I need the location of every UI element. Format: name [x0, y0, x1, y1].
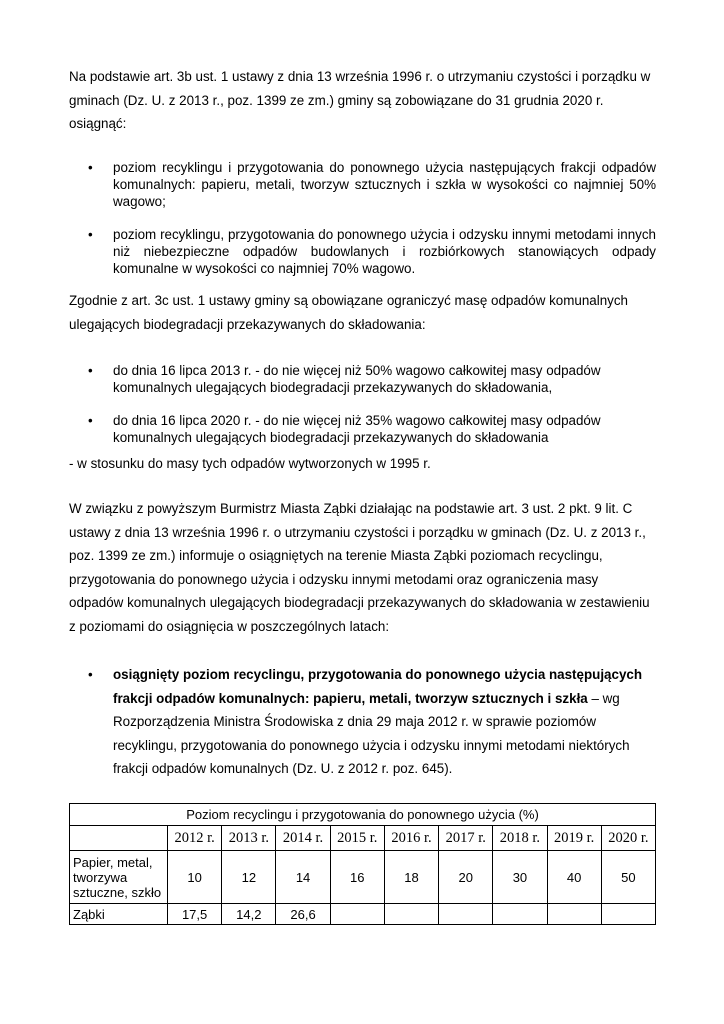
achieved-list: [69, 663, 656, 781]
table-row: [70, 851, 656, 904]
target-item-construction: • poziom recyklingu, przygotowania do ponownego użycia i odzysku innymi metodami innych niż niebezpieczne odpadów budowlanych i rozbiórkowych stanowiących odpady komunalne w wysokości co najmniej 70% wagowo.: [69, 226, 656, 277]
table-cell: 16: [330, 851, 384, 904]
art3c-line-1: Zgodnie z art. 3c ust. 1 ustawy gminy są obowiązane ograniczyć masę odpadów komunalnych: [69, 293, 628, 308]
table-caption: Poziom recyclingu i przygotowania do ponownego użycia (%): [70, 804, 656, 826]
burmistrz-line-5: odpadów komunalnych ulegających biodegradacji przekazywanych do składowania w zestawieniu: [69, 595, 650, 610]
intro-line-3: osiągnąć:: [69, 116, 127, 131]
year-header: 2017 r.: [439, 826, 493, 851]
achieved-heading-line-2: frakcji odpadów komunalnych: papieru, metali, tworzyw sztucznych i szkła: [113, 690, 588, 706]
year-header: 2020 r.: [601, 826, 655, 851]
year-header: 2014 r.: [276, 826, 330, 851]
achieved-line-3: Rozporządzenia Ministra Środowiska z dnia 29 maja 2012 r. w sprawie poziomów: [113, 714, 597, 729]
year-header: 2016 r.: [384, 826, 438, 851]
table-cell: 18: [384, 851, 438, 904]
landfill-limit-2020: [69, 412, 656, 446]
table-cell: 10: [168, 851, 222, 904]
achieved-item: [69, 663, 656, 781]
burmistrz-line-3: poz. 1399 ze zm.) informuje o osiągniętych na terenie Miasta Ząbki poziomach recyclingu,: [69, 548, 603, 563]
landfill-limit-2020-line-1: do dnia 16 lipca 2020 r. - do nie więcej niż 35% wagowo całkowitej masy odpadów: [113, 413, 601, 428]
burmistrz-line-2: ustawy z dnia 13 września 1996 r. o utrzymaniu czystości i porządku w gminach (Dz. U. z 2013 r.,: [69, 524, 646, 540]
table-cell: 50: [601, 851, 655, 904]
landfill-limit-2013-line-1: do dnia 16 lipca 2013 r. - do nie więcej niż 50% wagowo całkowitej masy odpadów: [113, 363, 601, 378]
intro-paragraph: [69, 65, 656, 136]
row-label: Papier, metal, tworzywa sztuczne, szkło: [70, 851, 168, 904]
table-cell: 26,6: [276, 904, 330, 925]
table-cell: 14,2: [222, 904, 276, 925]
table-cell: [493, 904, 547, 925]
achieved-heading-line-1: osiągnięty poziom recyclingu, przygotowania do ponownego użycia następujących: [113, 667, 643, 682]
landfill-limits-list: [69, 362, 656, 446]
burmistrz-line-4: przygotowania do ponownego użycia i odzysku innymi metodami oraz ograniczenia masy: [69, 571, 599, 587]
table-corner-cell: [70, 826, 168, 851]
target-item-recycling: • poziom recyklingu i przygotowania do ponownego użycia następujących frakcji odpadów komunalnych: papieru, metali, tworzyw sztucznych i szkła w wysokości co najmniej 50% wagowo;: [69, 159, 656, 210]
table-caption-row: [70, 804, 656, 826]
achieved-line-5: frakcji odpadów komunalnych (Dz. U. z 2012 r. poz. 645).: [113, 761, 453, 776]
table-cell: [384, 904, 438, 925]
table-cell: 30: [493, 851, 547, 904]
burmistrz-paragraph: [69, 497, 669, 638]
ref-1995-line: - w stosunku do masy tych odpadów wytworzonych w 1995 r.: [69, 456, 431, 471]
targets-2020-list: [69, 159, 656, 277]
landfill-limit-2020-line-2: komunalnych ulegających biodegradacji przekazywanych do składowania: [113, 430, 549, 445]
table-row: [70, 904, 656, 925]
year-header: 2019 r.: [547, 826, 601, 851]
year-header: 2012 r.: [168, 826, 222, 851]
year-header: 2015 r.: [330, 826, 384, 851]
table-years-row: [70, 826, 656, 851]
row-label: Ząbki: [70, 904, 168, 925]
table-cell: [601, 904, 655, 925]
table-cell: 14: [276, 851, 330, 904]
table-cell: 40: [547, 851, 601, 904]
intro-line-1: Na podstawie art. 3b ust. 1 ustawy z dnia 13 września 1996 r. o utrzymaniu czystości i porządku w: [69, 69, 651, 84]
art3c-line-2: ulegających biodegradacji przekazywanych do składowania:: [69, 316, 426, 332]
year-header: 2013 r.: [222, 826, 276, 851]
burmistrz-line-1: W związku z powyższym Burmistrz Miasta Ząbki działając na podstawie art. 3 ust. 2 pkt. 9 lit. C: [69, 501, 633, 516]
achieved-line-4: recyklingu, przygotowania do ponownego użycia i odzysku innymi metodami niektórych: [113, 737, 630, 753]
landfill-limit-2013: [69, 362, 656, 396]
table-cell: 12: [222, 851, 276, 904]
landfill-limit-2013-line-2: komunalnych ulegających biodegradacji przekazywanych do składowania,: [113, 380, 553, 395]
recycling-levels-table: [69, 803, 656, 925]
table-cell: [330, 904, 384, 925]
year-header: 2018 r.: [493, 826, 547, 851]
table-cell: [547, 904, 601, 925]
achieved-wg: – wg: [587, 690, 620, 706]
table-cell: [439, 904, 493, 925]
table-cell: 17,5: [168, 904, 222, 925]
art3c-paragraph: [69, 289, 656, 336]
burmistrz-line-6: z poziomami do osiągnięcia w poszczególnych latach:: [69, 618, 390, 634]
table-cell: 20: [439, 851, 493, 904]
intro-line-2: gminach (Dz. U. z 2013 r., poz. 1399 ze zm.) gminy są zobowiązane do 31 grudnia 2020 r.: [69, 92, 604, 108]
